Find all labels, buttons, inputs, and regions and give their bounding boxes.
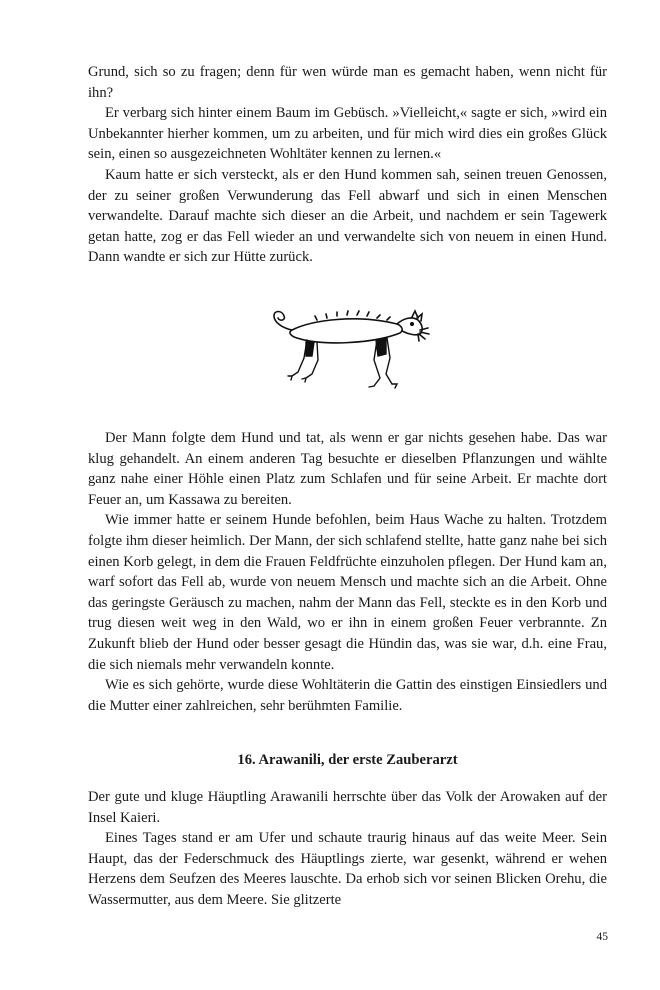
paragraph: Er verbarg sich hinter einem Baum im Gebüsch. »Vielleicht,« sagte er sich, »wird ein Unbekannter hierher kommen, um zu arbeiten, und für mich wird dies ein großes Glück sein, einen so ausgezeichneten Wohltäter kennen zu lernen.«: [88, 105, 607, 163]
text-block-top: [88, 62, 607, 268]
paragraph: Wie es sich gehörte, wurde diese Wohltäterin die Gattin des einstigen Einsiedlers und die Mutter einer zahlreichen, sehr berühmten Familie.: [88, 677, 607, 714]
section-heading: 16. Arawanili, der erste Zauberarzt: [237, 752, 458, 768]
dog-illustration: [262, 300, 432, 410]
paragraph: Kaum hatte er sich versteckt, als er den Hund kommen sah, seinen treuen Genossen, der zu seiner großen Verwunderung das Fell abwarf und sich in einen Menschen verwandelte. Darauf machte sich dieser an die Arbeit, und nachdem er sein Tagewerk getan hatte, zog er das Fell wieder an und verwandelte sich von neuem in einen Hund. Dann wandte er sich zur Hütte zurück.: [88, 166, 607, 266]
paragraph: Eines Tages stand er am Ufer und schaute traurig hinaus auf das weite Meer. Sein Haupt, das der Federschmuck des Häuptlings zierte, war gesenkt, während er wehen Herzens dem Seufzen des Meeres lauschte. Da erhob sich vor seinen Blicken Orehu, die Wassermutter, aus dem Meere. Sie glitzerte: [88, 830, 607, 908]
paragraph: Wie immer hatte er seinem Hunde befohlen, beim Haus Wache zu halten. Trotzdem folgte ihm dieser heimlich. Der Mann, der sich schlafend stellte, hatte ganz nahe bei sich einen Korb gelegt, in dem die Frauen Feldfrüchte einzuholen pflegen. Der Hund kam an, warf sofort das Fell ab, wurde von neuem Mensch und machte sich an die Arbeit. Ohne das geringste Geräusch zu machen, nahm der Mann das Fell, steckte es in den Korb und trug diesen weit weg in den Wald, wo er ihn in einem großen Feuer verbrannte. Zn Zukunft blieb der Hund oder besser gesagt die Hündin das, was sie war, d.h. eine Frau, die sich niemals mehr verwandeln konnte.: [88, 512, 607, 673]
paragraph: Der Mann folgte dem Hund und tat, als wenn er gar nichts gesehen habe. Das war klug gehandelt. An einem anderen Tag besuchte er dieselben Pflanzungen und wählte ganz nahe einer Höhle einen Platz zum Schlafen und für seine Arbeit. Er machte dort Feuer an, um Kassawa zu bereiten.: [88, 430, 607, 508]
paragraph: Der gute und kluge Häuptling Arawanili herrschte über das Volk der Arowaken auf der Insel Kaieri.: [88, 789, 607, 826]
text-block-bottom: [88, 787, 607, 911]
text-block-middle: [88, 428, 607, 716]
page-number: 45: [596, 931, 608, 943]
paragraph: Grund, sich so zu fragen; denn für wen würde man es gemacht haben, wenn nicht für ihn?: [88, 64, 607, 101]
